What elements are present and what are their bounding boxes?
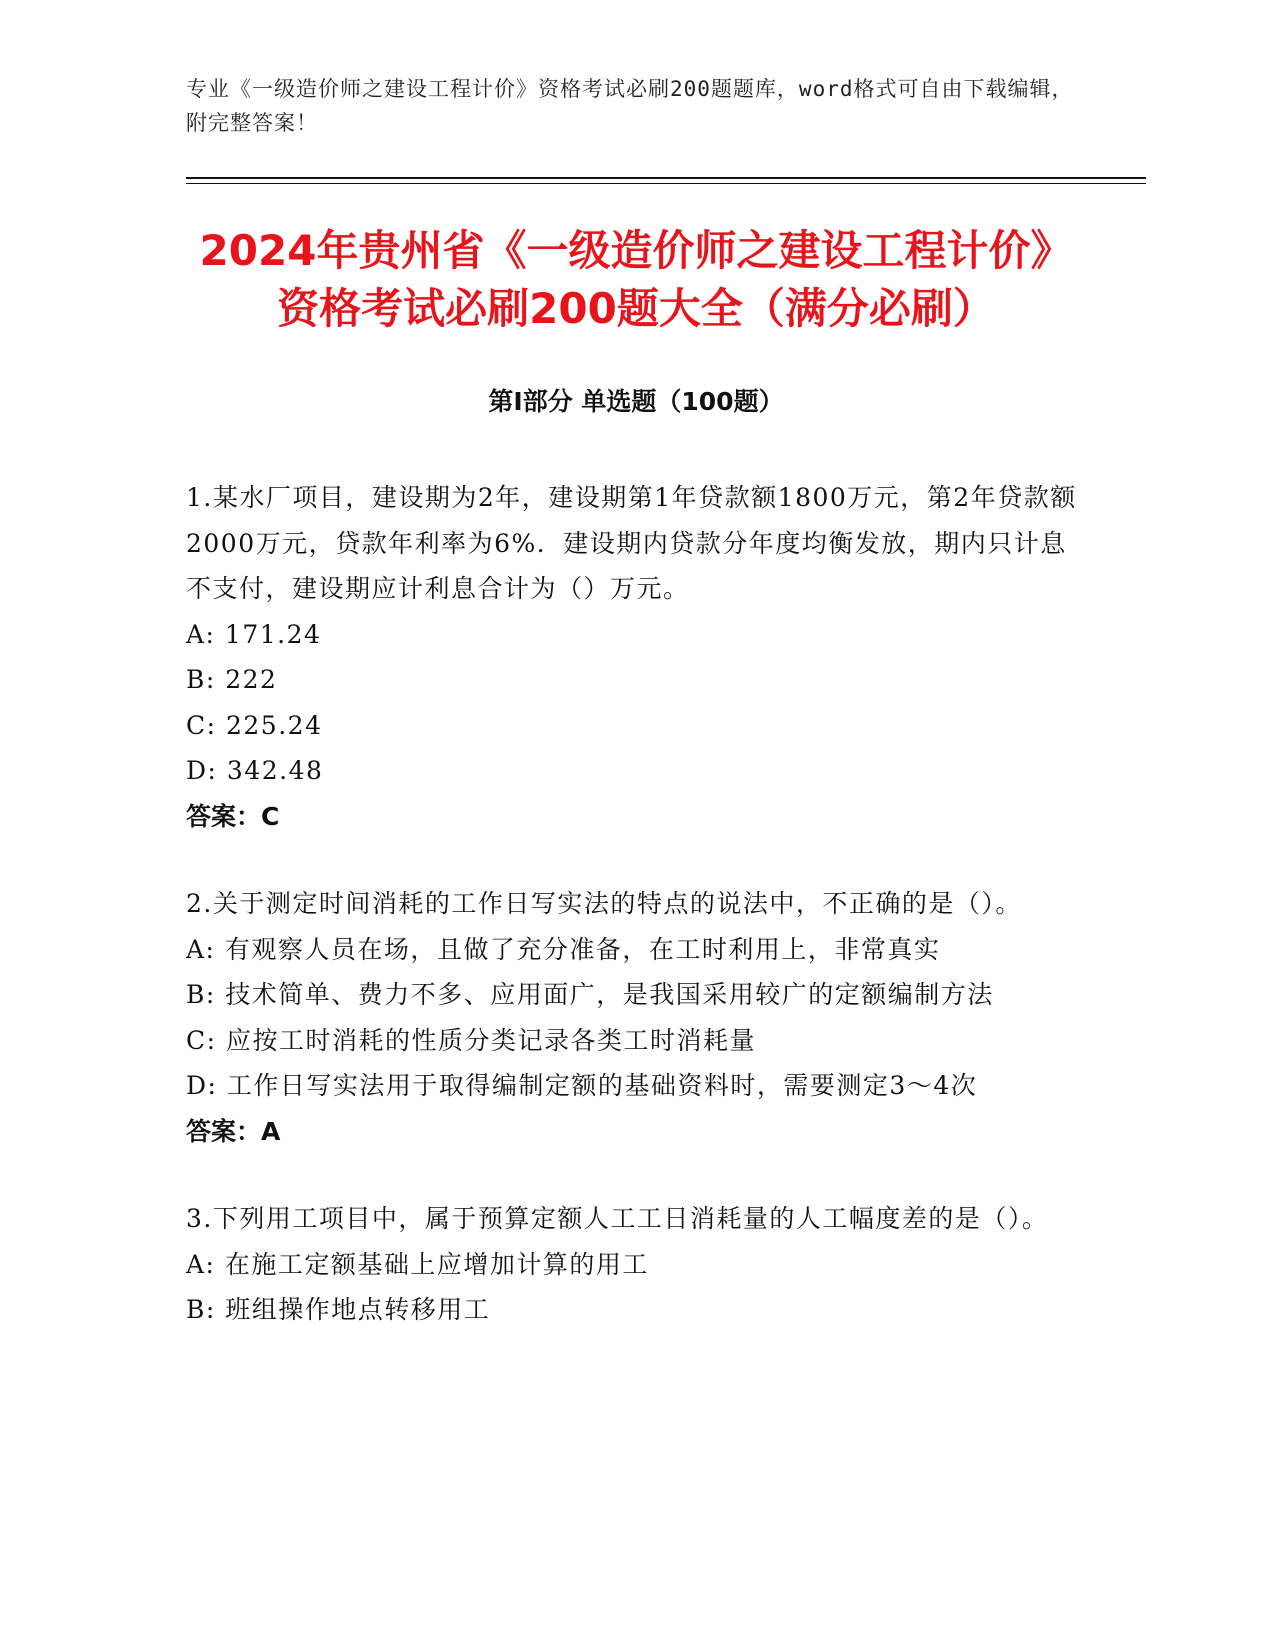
section-title: 第I部分 单选题（100题）	[488, 387, 784, 416]
header-divider-thick	[186, 177, 1146, 179]
option-c: C: 225.24	[186, 710, 323, 740]
option-a: A: 在施工定额基础上应增加计算的用工	[186, 1249, 649, 1279]
option-a: A: 有观察人员在场，且做了充分准备，在工时利用上，非常真实	[186, 934, 941, 964]
question-1	[186, 475, 1086, 839]
header-divider-thin	[186, 183, 1146, 184]
question-list	[186, 475, 1086, 1375]
answer: 答案：C	[186, 801, 280, 831]
question-stem: 3.下列用工项目中，属于预算定额人工工日消耗量的人工幅度差的是（）。	[186, 1204, 1049, 1233]
question-stem: 1.某水厂项目，建设期为2年，建设期第1年贷款额1800万元，第2年贷款额2000万元，贷款年利率为6%．建设期内贷款分年度均衡发放，期内只计息不支付，建设期应计利息合计为（）万元。	[186, 483, 1077, 603]
option-a: A: 171.24	[186, 619, 322, 649]
answer: 答案：A	[186, 1116, 281, 1146]
option-d: D: 342.48	[186, 756, 324, 785]
question-2	[186, 881, 1086, 1154]
header-note: 专业《一级造价师之建设工程计价》资格考试必刷200题题库，word格式可自由下载编辑，附完整答案！	[186, 77, 1074, 135]
option-b: B: 班组操作地点转移用工	[186, 1295, 491, 1324]
option-c: C: 应按工时消耗的性质分类记录各类工时消耗量	[186, 1025, 756, 1055]
option-d: D: 工作日写实法用于取得编制定额的基础资料时，需要测定3～4次	[186, 1071, 978, 1100]
question-stem: 2.关于测定时间消耗的工作日写实法的特点的说法中，不正确的是（）。	[186, 889, 1022, 918]
option-b: B: 222	[186, 665, 278, 694]
option-b: B: 技术简单、费力不多、应用面广，是我国采用较广的定额编制方法	[186, 980, 994, 1009]
document-title: 2024年贵州省《一级造价师之建设工程计价》资格考试必刷200题大全（满分必刷）	[199, 226, 1073, 333]
question-3	[186, 1196, 1086, 1333]
